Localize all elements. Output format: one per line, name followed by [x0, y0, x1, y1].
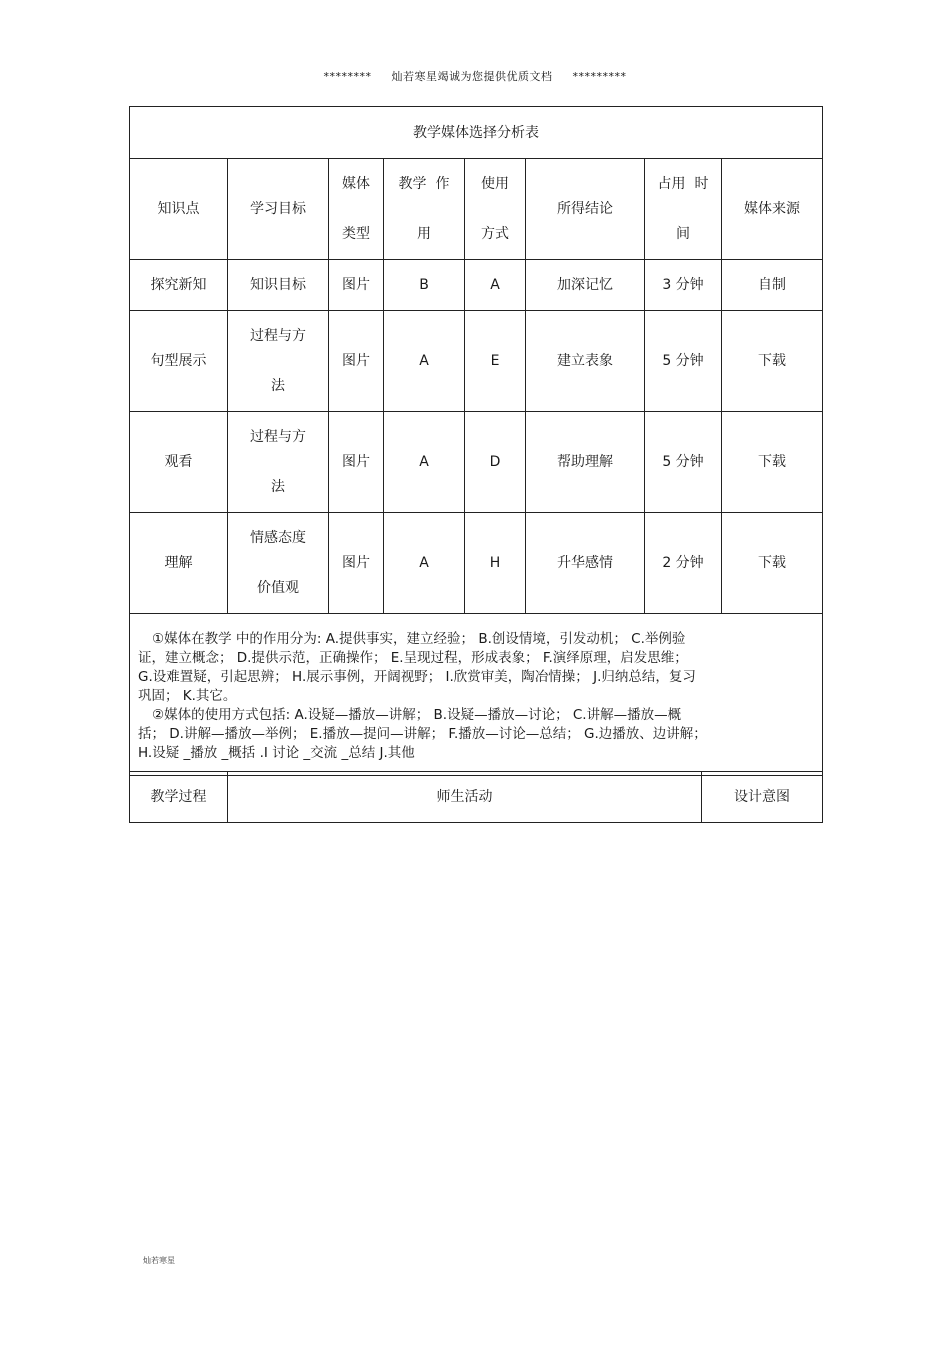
cell-role: A — [384, 412, 465, 513]
cell-role: A — [384, 311, 465, 412]
page-footer: 灿若寒星 — [143, 1256, 175, 1265]
cell-source: 自制 — [722, 260, 823, 311]
header-text: 灿若寒星竭诚为您提供优质文档 — [391, 70, 553, 83]
cell-source: 下载 — [722, 513, 823, 614]
cell-role: A — [384, 513, 465, 614]
col-header-intent: 设计意图 — [702, 772, 823, 823]
col-header-process: 教学过程 — [130, 772, 228, 823]
header-stars-right: ********* — [572, 70, 627, 83]
col-header-media-type: 媒体 类型 — [329, 159, 384, 260]
notes-line: 证，建立概念； D.提供示范，正确操作； E.呈现过程，形成表象； F.演绎原理，启发思维； — [138, 650, 688, 666]
table-title: 教学媒体选择分析表 — [130, 107, 823, 159]
cell-source: 下载 — [722, 311, 823, 412]
col-header-conclusion: 所得结论 — [526, 159, 645, 260]
cell-conclusion: 加深记忆 — [526, 260, 645, 311]
cell-method: E — [465, 311, 526, 412]
cell-goal: 知识目标 — [228, 260, 329, 311]
notes-line: 巩固； K.其它。 — [138, 688, 237, 704]
process-table — [129, 771, 823, 823]
notes-cell — [130, 614, 823, 776]
table-row — [130, 412, 823, 513]
cell-time: 5 分钟 — [645, 412, 722, 513]
cell-conclusion: 建立表象 — [526, 311, 645, 412]
col-header-goal: 学习目标 — [228, 159, 329, 260]
col-header-source: 媒体来源 — [722, 159, 823, 260]
cell-goal: 过程与方 法 — [228, 412, 329, 513]
col-header-time: 占用 时 间 — [645, 159, 722, 260]
cell-point: 句型展示 — [130, 311, 228, 412]
notes-line: 括； D.讲解—播放—举例； E.播放—提问—讲解； F.播放—讨论—总结； G.边播放、边讲解； — [138, 726, 707, 742]
cell-goal: 情感态度 价值观 — [228, 513, 329, 614]
header-stars-left: ******** — [323, 70, 372, 83]
table-row — [130, 311, 823, 412]
notes-row — [130, 614, 823, 776]
notes-line: H.设疑 _播放 _概括 .I 讨论 _交流 _总结 J.其他 — [138, 745, 415, 761]
cell-method: A — [465, 260, 526, 311]
cell-point: 观看 — [130, 412, 228, 513]
cell-method: H — [465, 513, 526, 614]
cell-point: 理解 — [130, 513, 228, 614]
cell-role: B — [384, 260, 465, 311]
cell-type: 图片 — [329, 260, 384, 311]
cell-time: 3 分钟 — [645, 260, 722, 311]
cell-type: 图片 — [329, 412, 384, 513]
table-row — [130, 513, 823, 614]
col-header-knowledge: 知识点 — [130, 159, 228, 260]
notes-line: ①媒体在教学 中的作用分为: A.提供事实，建立经验； B.创设情境，引发动机； C.举例验 — [152, 631, 686, 647]
cell-conclusion: 帮助理解 — [526, 412, 645, 513]
cell-time: 5 分钟 — [645, 311, 722, 412]
cell-point: 探究新知 — [130, 260, 228, 311]
cell-type: 图片 — [329, 513, 384, 614]
cell-time: 2 分钟 — [645, 513, 722, 614]
table-row — [130, 260, 823, 311]
notes-line: G.设难置疑，引起思辨； H.展示事例，开阔视野； I.欣赏审美，陶冶情操； J.归纳总结，复习 — [138, 669, 696, 685]
page-header — [0, 68, 950, 84]
table-header-row — [130, 159, 823, 260]
cell-source: 下载 — [722, 412, 823, 513]
cell-conclusion: 升华感情 — [526, 513, 645, 614]
media-analysis-table — [129, 106, 823, 776]
cell-type: 图片 — [329, 311, 384, 412]
process-header-row — [130, 772, 823, 823]
notes-line: ②媒体的使用方式包括: A.设疑—播放—讲解； B.设疑—播放—讨论； C.讲解—播放—概 — [152, 707, 682, 723]
cell-method: D — [465, 412, 526, 513]
col-header-method: 使用 方式 — [465, 159, 526, 260]
col-header-activity: 师生活动 — [228, 772, 702, 823]
col-header-role: 教学 作 用 — [384, 159, 465, 260]
cell-goal: 过程与方 法 — [228, 311, 329, 412]
